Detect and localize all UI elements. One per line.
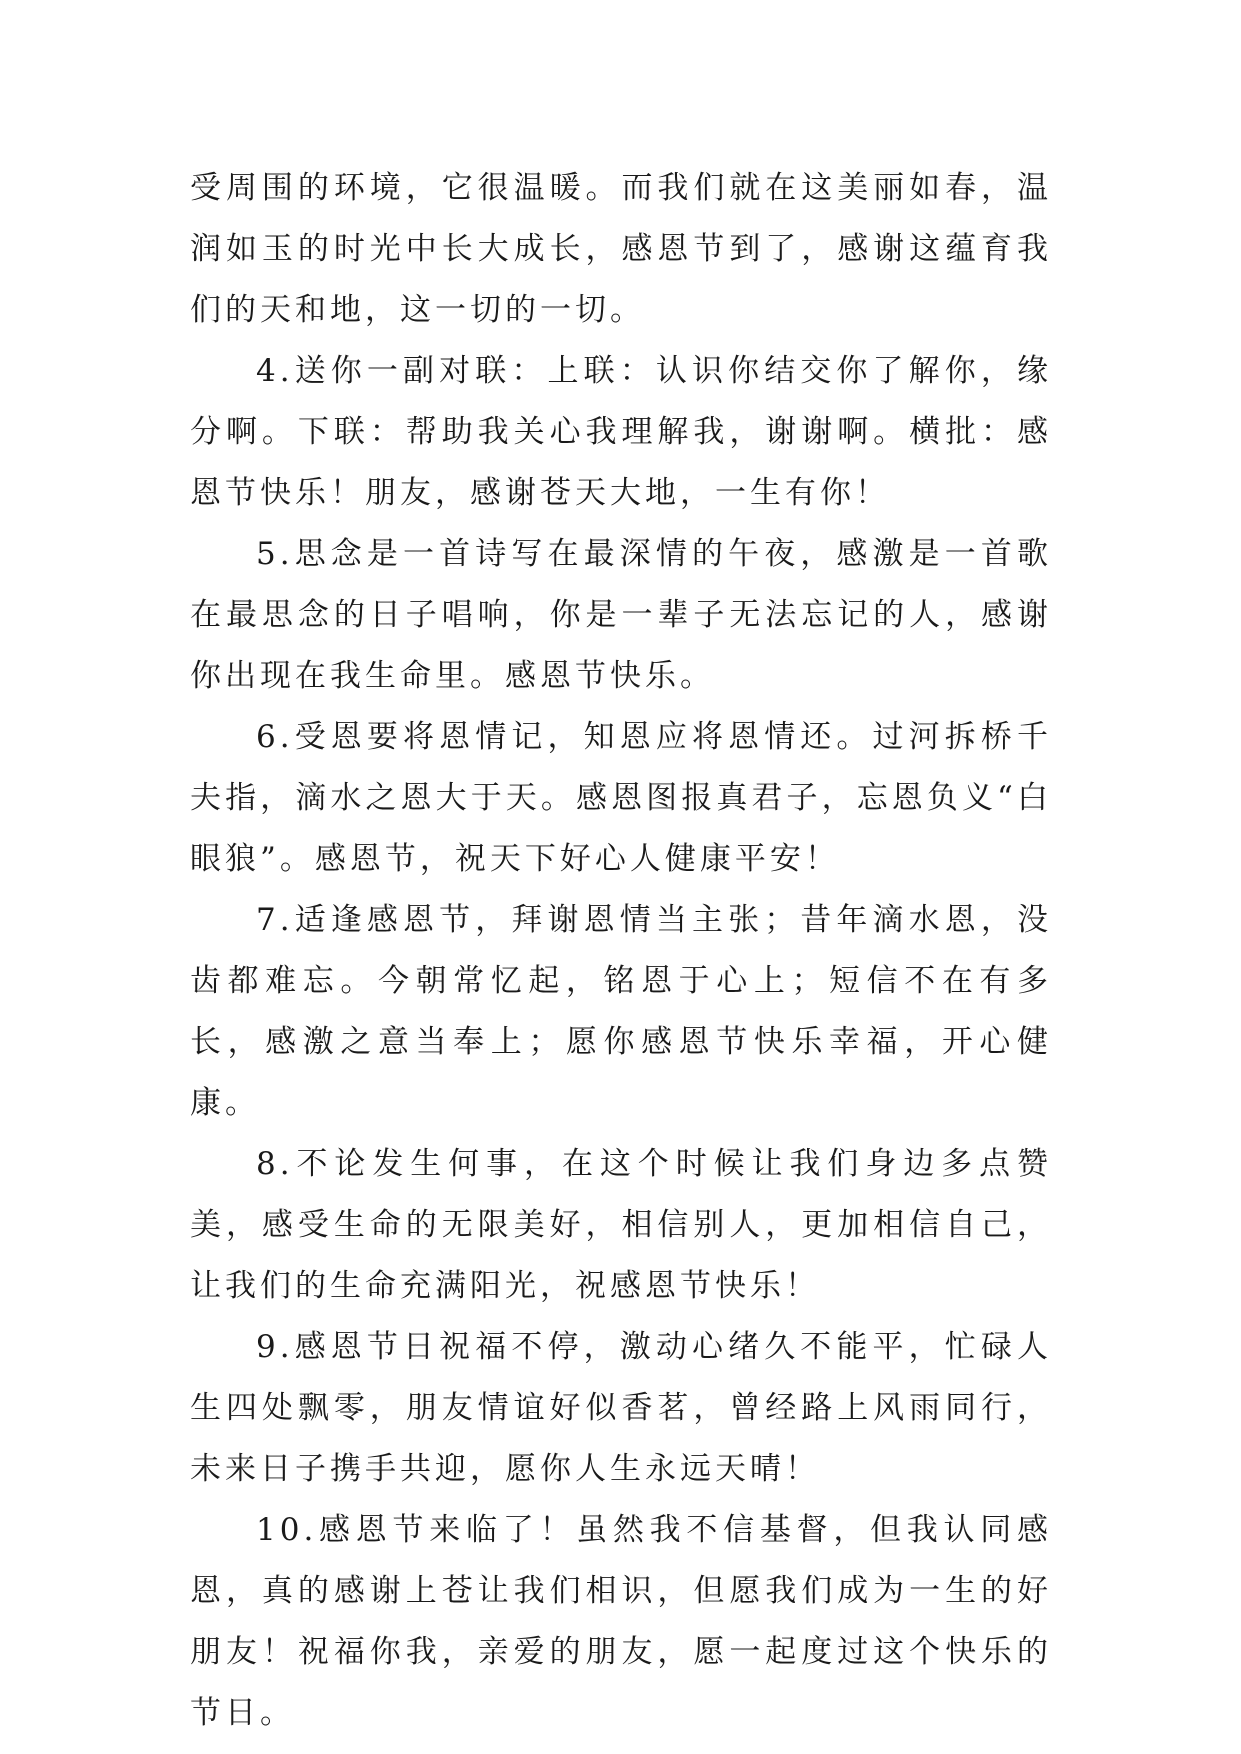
paragraph-item-8: 8.不论发生何事，在这个时候让我们身边多点赞美，感受生命的无限美好，相信别人，更加相信自己，让我们的生命充满阳光，祝感恩节快乐！ xyxy=(190,1146,1052,1304)
paragraph-item-10: 10.感恩节来临了！虽然我不信基督，但我认同感恩，真的感谢上苍让我们相识，但愿我们成为一生的好朋友！祝福你我，亲爱的朋友，愿一起度过这个快乐的节日。 xyxy=(190,1512,1052,1731)
document-body xyxy=(190,158,1052,1744)
paragraph-item-4: 4.送你一副对联：上联：认识你结交你了解你，缘分啊。下联：帮助我关心我理解我，谢谢啊。横批：感恩节快乐！朋友，感谢苍天大地，一生有你！ xyxy=(190,353,1052,511)
paragraph-continuation: 受周围的环境，它很温暖。而我们就在这美丽如春，温润如玉的时光中长大成长，感恩节到了，感谢这蕴育我们的天和地，这一切的一切。 xyxy=(190,170,1052,328)
paragraph-item-7: 7.适逢感恩节，拜谢恩情当主张；昔年滴水恩，没齿都难忘。今朝常忆起，铭恩于心上；短信不在有多长，感激之意当奉上；愿你感恩节快乐幸福，开心健康。 xyxy=(190,902,1052,1121)
paragraph-item-6: 6.受恩要将恩情记，知恩应将恩情还。过河拆桥千夫指，滴水之恩大于天。感恩图报真君子，忘恩负义“白眼狼”。感恩节，祝天下好心人健康平安！ xyxy=(190,719,1052,877)
paragraph-item-9: 9.感恩节日祝福不停，激动心绪久不能平，忙碌人生四处飘零，朋友情谊好似香茗，曾经路上风雨同行，未来日子携手共迎，愿你人生永远天晴！ xyxy=(190,1329,1052,1487)
paragraph-item-5: 5.思念是一首诗写在最深情的午夜，感激是一首歌在最思念的日子唱响，你是一辈子无法忘记的人，感谢你出现在我生命里。感恩节快乐。 xyxy=(190,536,1052,694)
